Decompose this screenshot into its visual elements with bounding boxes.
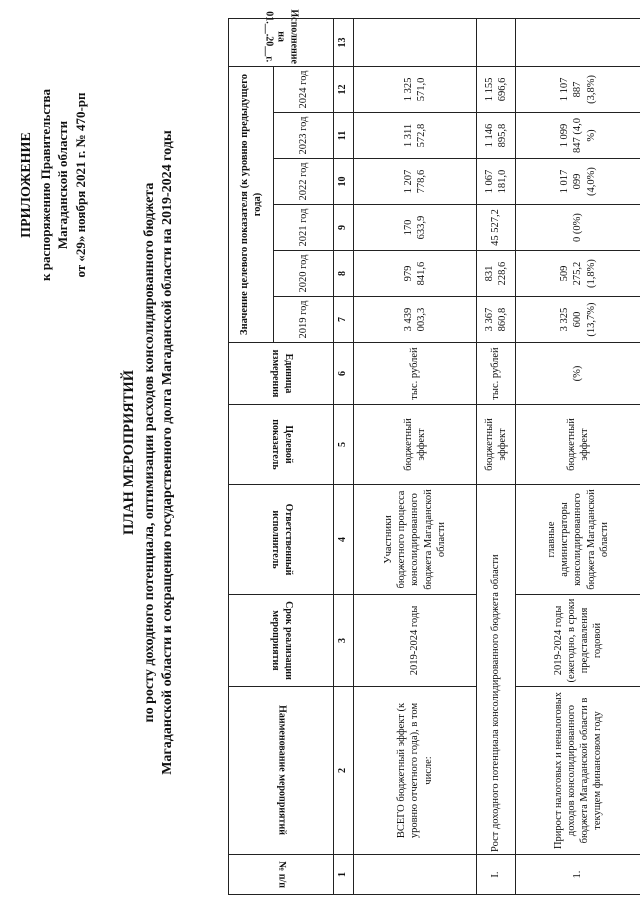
header-year-2019: 2019 год [274, 297, 334, 343]
row-value-2021: 170 633,9 [354, 205, 477, 251]
row-completion [354, 18, 477, 66]
row-value-2022: 1 017 099 (4,0%) [516, 159, 640, 205]
col-number: 3 [334, 595, 354, 687]
row-completion [516, 18, 640, 66]
col-number: 2 [334, 687, 354, 855]
header-name: Наименование мероприятий [276, 705, 288, 836]
col-number: 5 [334, 405, 354, 485]
row-value-2019: 3 439 003,3 [354, 297, 477, 343]
row-name: Прирост налоговых и неналоговых доходов консолидированного бюджета Магаданской области в текущем финансовом году [516, 687, 640, 855]
header-term: Срок реализации мероприятия [270, 601, 294, 680]
row-num [354, 855, 477, 895]
col-number: 12 [334, 66, 354, 112]
header-indicator-cell [229, 405, 334, 485]
header-year-2024: 2024 год [274, 66, 334, 112]
row-value-2023: 1 311 572,8 [354, 113, 477, 159]
header-num: № п/п [276, 861, 288, 888]
header-completion: Исполнение на 01.__.20__г. [263, 9, 300, 64]
header-value-group: Значение целевого показателя (к уровню предыдущего года) [238, 74, 263, 335]
appendix-header [18, 10, 90, 360]
header-executor-cell [229, 485, 334, 595]
plan-subtitle-1: по росту доходного потенциала, оптимизации расходов консолидированного бюджета [141, 182, 157, 723]
appendix-line-1: к распоряжению Правительства [37, 88, 53, 282]
row-value-2021: 0 (0%) [516, 205, 640, 251]
row-value-2022: 1 207 778,6 [354, 159, 477, 205]
plan-title: ПЛАН МЕРОПРИЯТИЙ [121, 370, 137, 535]
row-unit: тыс. рублей [354, 343, 477, 405]
row-term: 2019-2024 годы (ежегодно, в сроки представления годовой [516, 595, 640, 687]
header-year-2023: 2023 год [274, 113, 334, 159]
header-term-cell [229, 595, 334, 687]
row-value-2024: 1 107 887 (3,8%) [516, 66, 640, 112]
row-value-2023: 1 099 847 (4,0 %) [516, 113, 640, 159]
appendix-line-2: Магаданской области [55, 120, 71, 250]
row-value-2020: 979 841,6 [354, 251, 477, 297]
section-indicator: бюджетный эффект [477, 405, 516, 485]
row-value-2024: 1 325 571,0 [354, 66, 477, 112]
row-indicator: бюджетный эффект [516, 405, 640, 485]
section-value-2022: 1 067 181,0 [477, 159, 516, 205]
appendix-title: ПРИЛОЖЕНИЕ [19, 132, 34, 238]
row-unit: (%) [516, 343, 640, 405]
plan-heading [120, 10, 177, 895]
col-number: 11 [334, 113, 354, 159]
header-executor: Ответственный исполнитель [270, 503, 294, 576]
section-num: I. [477, 855, 516, 895]
header-unit: Единица измерения [270, 349, 294, 398]
row-executor: Участники бюджетного процесса консолидированного бюджета Магаданской области [354, 485, 477, 595]
header-row-1 [229, 18, 274, 894]
row-executor: главные администраторы консолидированного бюджета Магаданской области [516, 485, 640, 595]
col-number: 8 [334, 251, 354, 297]
section-title: Рост доходного потенциала консолидированного бюджета области [477, 485, 516, 855]
header-year-2020: 2020 год [274, 251, 334, 297]
section-value-2021: 45 527,2 [477, 205, 516, 251]
col-number: 9 [334, 205, 354, 251]
row-indicator: бюджетный эффект [354, 405, 477, 485]
section-value-2023: 1 146 895,8 [477, 113, 516, 159]
row-num: 1. [516, 855, 640, 895]
header-name-cell [229, 687, 334, 855]
section-value-2024: 1 155 696,6 [477, 66, 516, 112]
col-number: 6 [334, 343, 354, 405]
row-name: ВСЕГО бюджетный эффект (к уровню отчетного года), в том числе: [354, 687, 477, 855]
header-year-2021: 2021 год [274, 205, 334, 251]
header-indicator: Целевой показатель [270, 419, 294, 470]
measures-table [228, 9, 640, 895]
col-number: 4 [334, 485, 354, 595]
section-completion [477, 18, 516, 66]
section-unit: тыс. рублей [477, 343, 516, 405]
header-year-2022: 2022 год [274, 159, 334, 205]
row-value-2019: 3 325 600 (13,7%) [516, 297, 640, 343]
header-unit-cell [229, 343, 334, 405]
table-row-section-1 [477, 18, 516, 894]
section-value-2019: 3 367 860,8 [477, 297, 516, 343]
section-value-2020: 831 228,6 [477, 251, 516, 297]
plan-subtitle-2: Магаданской области и сокращению государственного долга Магаданской области на 2019-2024 годы [160, 130, 176, 775]
table-row-total [354, 18, 477, 894]
table-row-1 [516, 18, 640, 894]
col-number: 1 [334, 855, 354, 895]
header-value-group-cell [229, 66, 274, 342]
row-term: 2019-2024 годы [354, 595, 477, 687]
column-number-row [334, 18, 354, 894]
row-value-2020: 509 275,2 (1,8%) [516, 251, 640, 297]
col-number: 13 [334, 18, 354, 66]
header-num-cell [229, 855, 334, 895]
appendix-line-3: от «29» ноября 2021 г. № 470-рп [72, 92, 88, 278]
header-completion-cell [229, 9, 334, 66]
col-number: 10 [334, 159, 354, 205]
col-number: 7 [334, 297, 354, 343]
